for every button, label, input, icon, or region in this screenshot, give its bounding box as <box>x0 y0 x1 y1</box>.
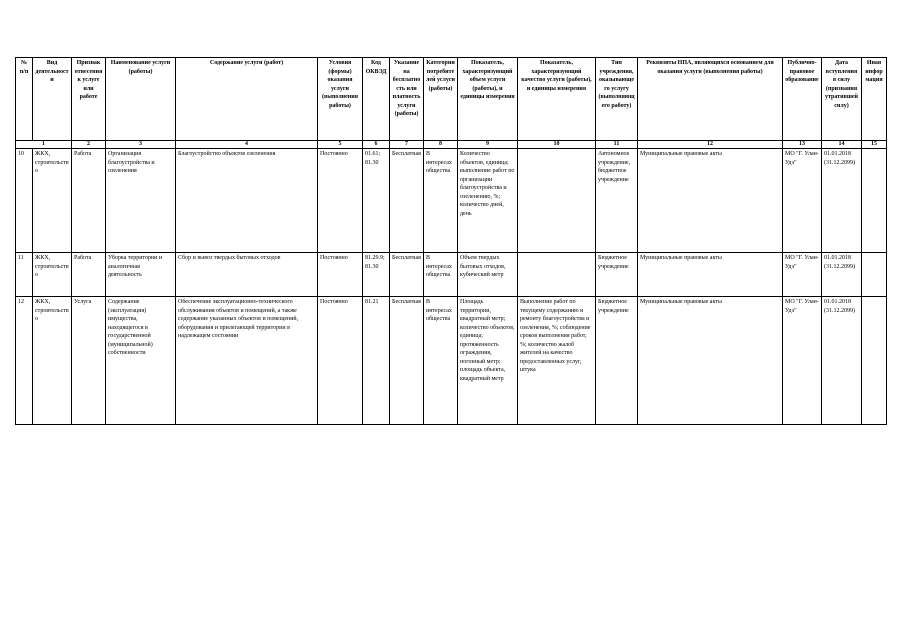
okved-cell: 81.29.9; 81.30 <box>363 253 390 297</box>
other-info-cell <box>862 149 887 253</box>
row-number: 10 <box>16 149 33 253</box>
other-info-cell <box>862 297 887 425</box>
npa-cell: Муниципальные правовые акты <box>638 297 783 425</box>
quality-cell <box>518 253 596 297</box>
payment-cell: Бесплатная <box>390 149 424 253</box>
header-cell-num: № п/п <box>16 58 33 141</box>
column-number: 3 <box>106 141 176 149</box>
npa-cell: Муниципальные правовые акты <box>638 253 783 297</box>
column-number: 2 <box>72 141 106 149</box>
service-name-cell: Организация благоустройства и озеленения <box>106 149 176 253</box>
institution-type-cell: Бюджетное учреждение <box>596 297 638 425</box>
column-number: 10 <box>518 141 596 149</box>
header-cell-payment: Указание на бесплатность или платность услуги (работы) <box>390 58 424 141</box>
column-number: 4 <box>176 141 318 149</box>
payment-cell: Бесплатная <box>390 253 424 297</box>
entity-cell: МО "Г. Улан-Удэ" <box>783 253 822 297</box>
table-row <box>16 297 887 425</box>
volume-cell: Количество объектов, единица; выполнение работ по организации благоустройства и озеленению, %; количество дней, день <box>458 149 518 253</box>
institution-type-cell: Бюджетное учреждение <box>596 253 638 297</box>
column-number: 15 <box>862 141 887 149</box>
column-number: 11 <box>596 141 638 149</box>
sign-cell: Услуга <box>72 297 106 425</box>
npa-cell: Муниципальные правовые акты <box>638 149 783 253</box>
entity-cell: МО "Г. Улан-Удэ" <box>783 149 822 253</box>
content-cell: Благоустройство объектов озеленения <box>176 149 318 253</box>
conditions-cell: Постоянно <box>318 297 363 425</box>
column-number: 13 <box>783 141 822 149</box>
services-table <box>15 57 887 425</box>
content-cell: Обеспечение эксплуатационно-технического обслуживания объектов и помещений, а также содержание указанных объектов и помещений, оборудования и прилегающей территории в надлежащем состоянии <box>176 297 318 425</box>
service-name-cell: Уборка территории и аналогичная деятельность <box>106 253 176 297</box>
quality-cell <box>518 149 596 253</box>
column-number-row <box>16 141 887 149</box>
column-number: 6 <box>363 141 390 149</box>
volume-cell: Площадь территории, квадратный метр; количество объектов, единица; протяженность ограждения, погонный метр; площадь объекта, квадратный метр <box>458 297 518 425</box>
table-row <box>16 149 887 253</box>
header-cell-consumers: Категории потребителей услуги (работы) <box>424 58 458 141</box>
okved-cell: 01.61; 81.30 <box>363 149 390 253</box>
header-cell-sign: Признак отнесения к услуге или работе <box>72 58 106 141</box>
activity-cell: ЖКХ, строительство <box>33 149 72 253</box>
column-number: 12 <box>638 141 783 149</box>
date-cell: 01.01.2018 (31.12.2099) <box>822 297 862 425</box>
activity-cell: ЖКХ, строительство <box>33 297 72 425</box>
header-cell-activity: Вид деятельности <box>33 58 72 141</box>
header-cell-entity: Публично-правовое образование <box>783 58 822 141</box>
date-cell: 01.01.2018 (31.12.2099) <box>822 253 862 297</box>
other-info-cell <box>862 253 887 297</box>
column-number: 5 <box>318 141 363 149</box>
header-cell-name: Наименование услуги (работы) <box>106 58 176 141</box>
sign-cell: Работа <box>72 253 106 297</box>
sign-cell: Работа <box>72 149 106 253</box>
header-row <box>16 58 887 141</box>
header-cell-volume: Показатель, характеризующий объем услуги (работы), и единицы измерения <box>458 58 518 141</box>
column-number: 9 <box>458 141 518 149</box>
content-cell: Сбор и вывоз твердых бытовых отходов <box>176 253 318 297</box>
column-number: 14 <box>822 141 862 149</box>
column-number: 8 <box>424 141 458 149</box>
payment-cell: Бесплатная <box>390 297 424 425</box>
institution-type-cell: Автономное учреждение, бюджетное учреждение <box>596 149 638 253</box>
header-cell-date: Дата вступления в силу (признания утратившей силу) <box>822 58 862 141</box>
row-number: 11 <box>16 253 33 297</box>
row-number: 12 <box>16 297 33 425</box>
header-cell-npa: Реквизиты НПА, являющихся основанием для оказания услуги (выполнения работы) <box>638 58 783 141</box>
activity-cell: ЖКХ, строительство <box>33 253 72 297</box>
consumers-cell: В интересах общества <box>424 297 458 425</box>
date-cell: 01.01.2018 (31.12.2099) <box>822 149 862 253</box>
header-cell-other: Иная информация <box>862 58 887 141</box>
header-cell-okved: Код ОКВЭД <box>363 58 390 141</box>
column-number: 7 <box>390 141 424 149</box>
table-row <box>16 253 887 297</box>
header-cell-conditions: Условия (формы) оказания услуги (выполнения работы) <box>318 58 363 141</box>
consumers-cell: В интересах общества <box>424 149 458 253</box>
entity-cell: МО "Г. Улан-Удэ" <box>783 297 822 425</box>
header-cell-quality: Показатель, характеризующий качество услуги (работы), и единицы измерения <box>518 58 596 141</box>
volume-cell: Объем твердых бытовых отходов, кубический метр <box>458 253 518 297</box>
service-name-cell: Содержание (эксплуатация) имущества, находящегося в государственной (муниципальной) собственности <box>106 297 176 425</box>
header-cell-inst-type: Тип учреждения, оказывающего услугу (выполняющего работу) <box>596 58 638 141</box>
column-number: 1 <box>16 141 72 149</box>
header-cell-content: Содержание услуги (работ) <box>176 58 318 141</box>
conditions-cell: Постоянно <box>318 149 363 253</box>
conditions-cell: Постоянно <box>318 253 363 297</box>
consumers-cell: В интересах общества <box>424 253 458 297</box>
quality-cell: Выполнение работ по текущему содержанию и ремонту благоустройства и озеленения, %; соблюдение сроков выполнения работ, %; количество жалоб жителей на качество предоставленных услуг, штука <box>518 297 596 425</box>
okved-cell: 81.21 <box>363 297 390 425</box>
